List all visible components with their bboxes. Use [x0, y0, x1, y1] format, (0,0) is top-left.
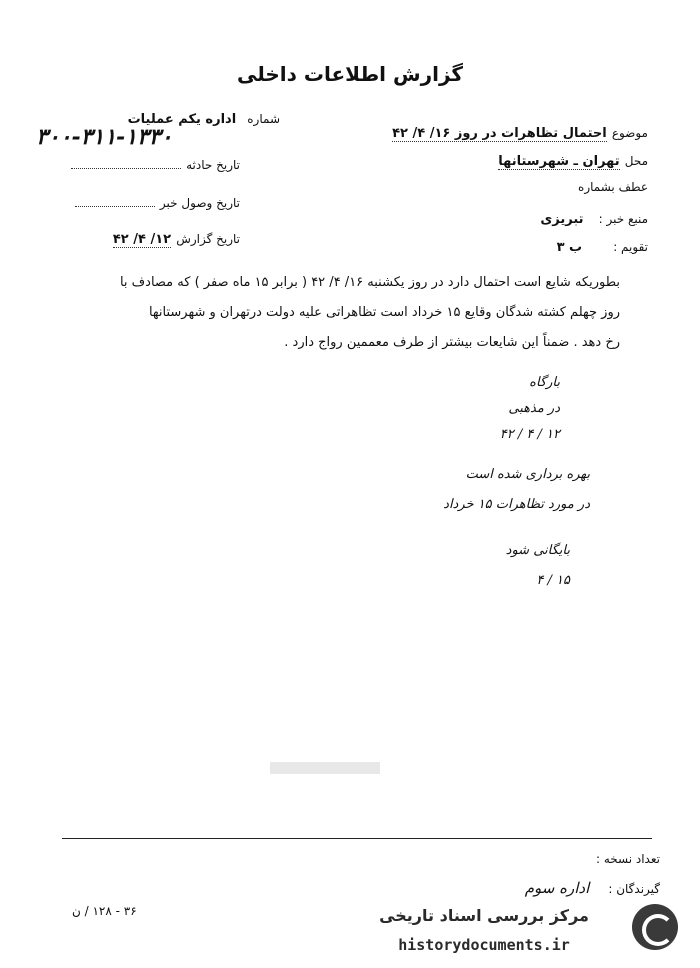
recipients-label: گیرندگان :: [608, 882, 660, 896]
watermark-text: مرکز بررسی اسناد تاریخی: [379, 906, 589, 925]
subject-value: احتمال تظاهرات در روز ۱۶/ ۴/ ۴۲: [392, 126, 607, 141]
receipt-date-row: [40, 192, 240, 211]
calendar-label: تقویم :: [613, 240, 648, 254]
note-2-line-2: در مورد تظاهرات ۱۵ خرداد: [443, 497, 590, 512]
document-title: گزارش اطلاعات داخلی: [236, 62, 464, 86]
place-value: تهران ـ شهرستانها: [498, 154, 620, 169]
report-date-row: [40, 228, 240, 247]
note-1-line-1: بارگاه: [529, 375, 560, 390]
note-3-line-1: بایگانی شود: [505, 543, 570, 558]
number-value: ۳۰۰-۳۱۱-۱۳۳۰: [36, 124, 173, 150]
number-label: شماره: [247, 112, 280, 126]
place-row: [348, 150, 648, 169]
copies-label: تعداد نسخه :: [595, 852, 660, 866]
source-row: [348, 208, 648, 227]
incident-date-label: تاریخ حادثه: [186, 158, 240, 172]
number-office: اداره یکم عملیات: [127, 112, 237, 127]
body-line-3: رخ دهد . ضمناً این شایعات بیشتر از طرف معممین رواج دارد .: [284, 335, 620, 350]
handwritten-note-3: [470, 536, 570, 596]
subject-row: [348, 122, 648, 141]
place-label: محل: [624, 154, 648, 168]
note-2-line-1: بهره برداری شده است: [465, 467, 590, 482]
source-value: تبریزی: [540, 212, 584, 227]
form-code: ۳۶ - ۱۲۸ / ن: [72, 904, 137, 918]
subject-label: موضوع: [611, 126, 648, 140]
report-date-value: ۱۲/ ۴/ ۴۲: [112, 232, 172, 247]
body-line-2: روز چهلم کشته شدگان وقایع ۱۵ خرداد است تظاهراتی علیه دولت درتهران و شهرستانها: [148, 305, 620, 320]
report-date-label: تاریخ گزارش: [176, 232, 240, 246]
incident-date-row: [40, 154, 240, 173]
source-label: منبع خبر :: [598, 212, 648, 226]
faded-stamp: [270, 762, 380, 774]
handwritten-note-1: [440, 370, 560, 448]
handwritten-note-2: [420, 460, 590, 520]
calendar-value: ب ۳: [556, 240, 583, 255]
receipt-date-label: تاریخ وصول خبر: [159, 196, 240, 210]
watermark-url: historydocuments.ir: [398, 936, 570, 954]
body-line-1: بطوریکه شایع است احتمال دارد در روز یکشنبه ۱۶/ ۴/ ۴۲ ( برابر ۱۵ ماه صفر ) که مصادف با: [119, 275, 620, 290]
recipients-row: [400, 878, 660, 897]
note-3-line-2: ۱۵ / ۴: [536, 573, 570, 588]
calendar-row: [348, 236, 648, 255]
archive-logo-icon: [632, 904, 678, 950]
reference-label: عطف بشماره: [578, 180, 648, 194]
receipt-date-line: [75, 206, 155, 207]
note-1-line-3: ۱۲ / ۴ / ۴۲: [499, 427, 560, 442]
footer-divider: [62, 838, 652, 839]
report-body: [40, 268, 620, 358]
incident-date-line: [71, 168, 181, 169]
recipients-value: اداره سوم: [524, 879, 590, 897]
note-1-line-2: در مذهبی: [508, 401, 560, 416]
